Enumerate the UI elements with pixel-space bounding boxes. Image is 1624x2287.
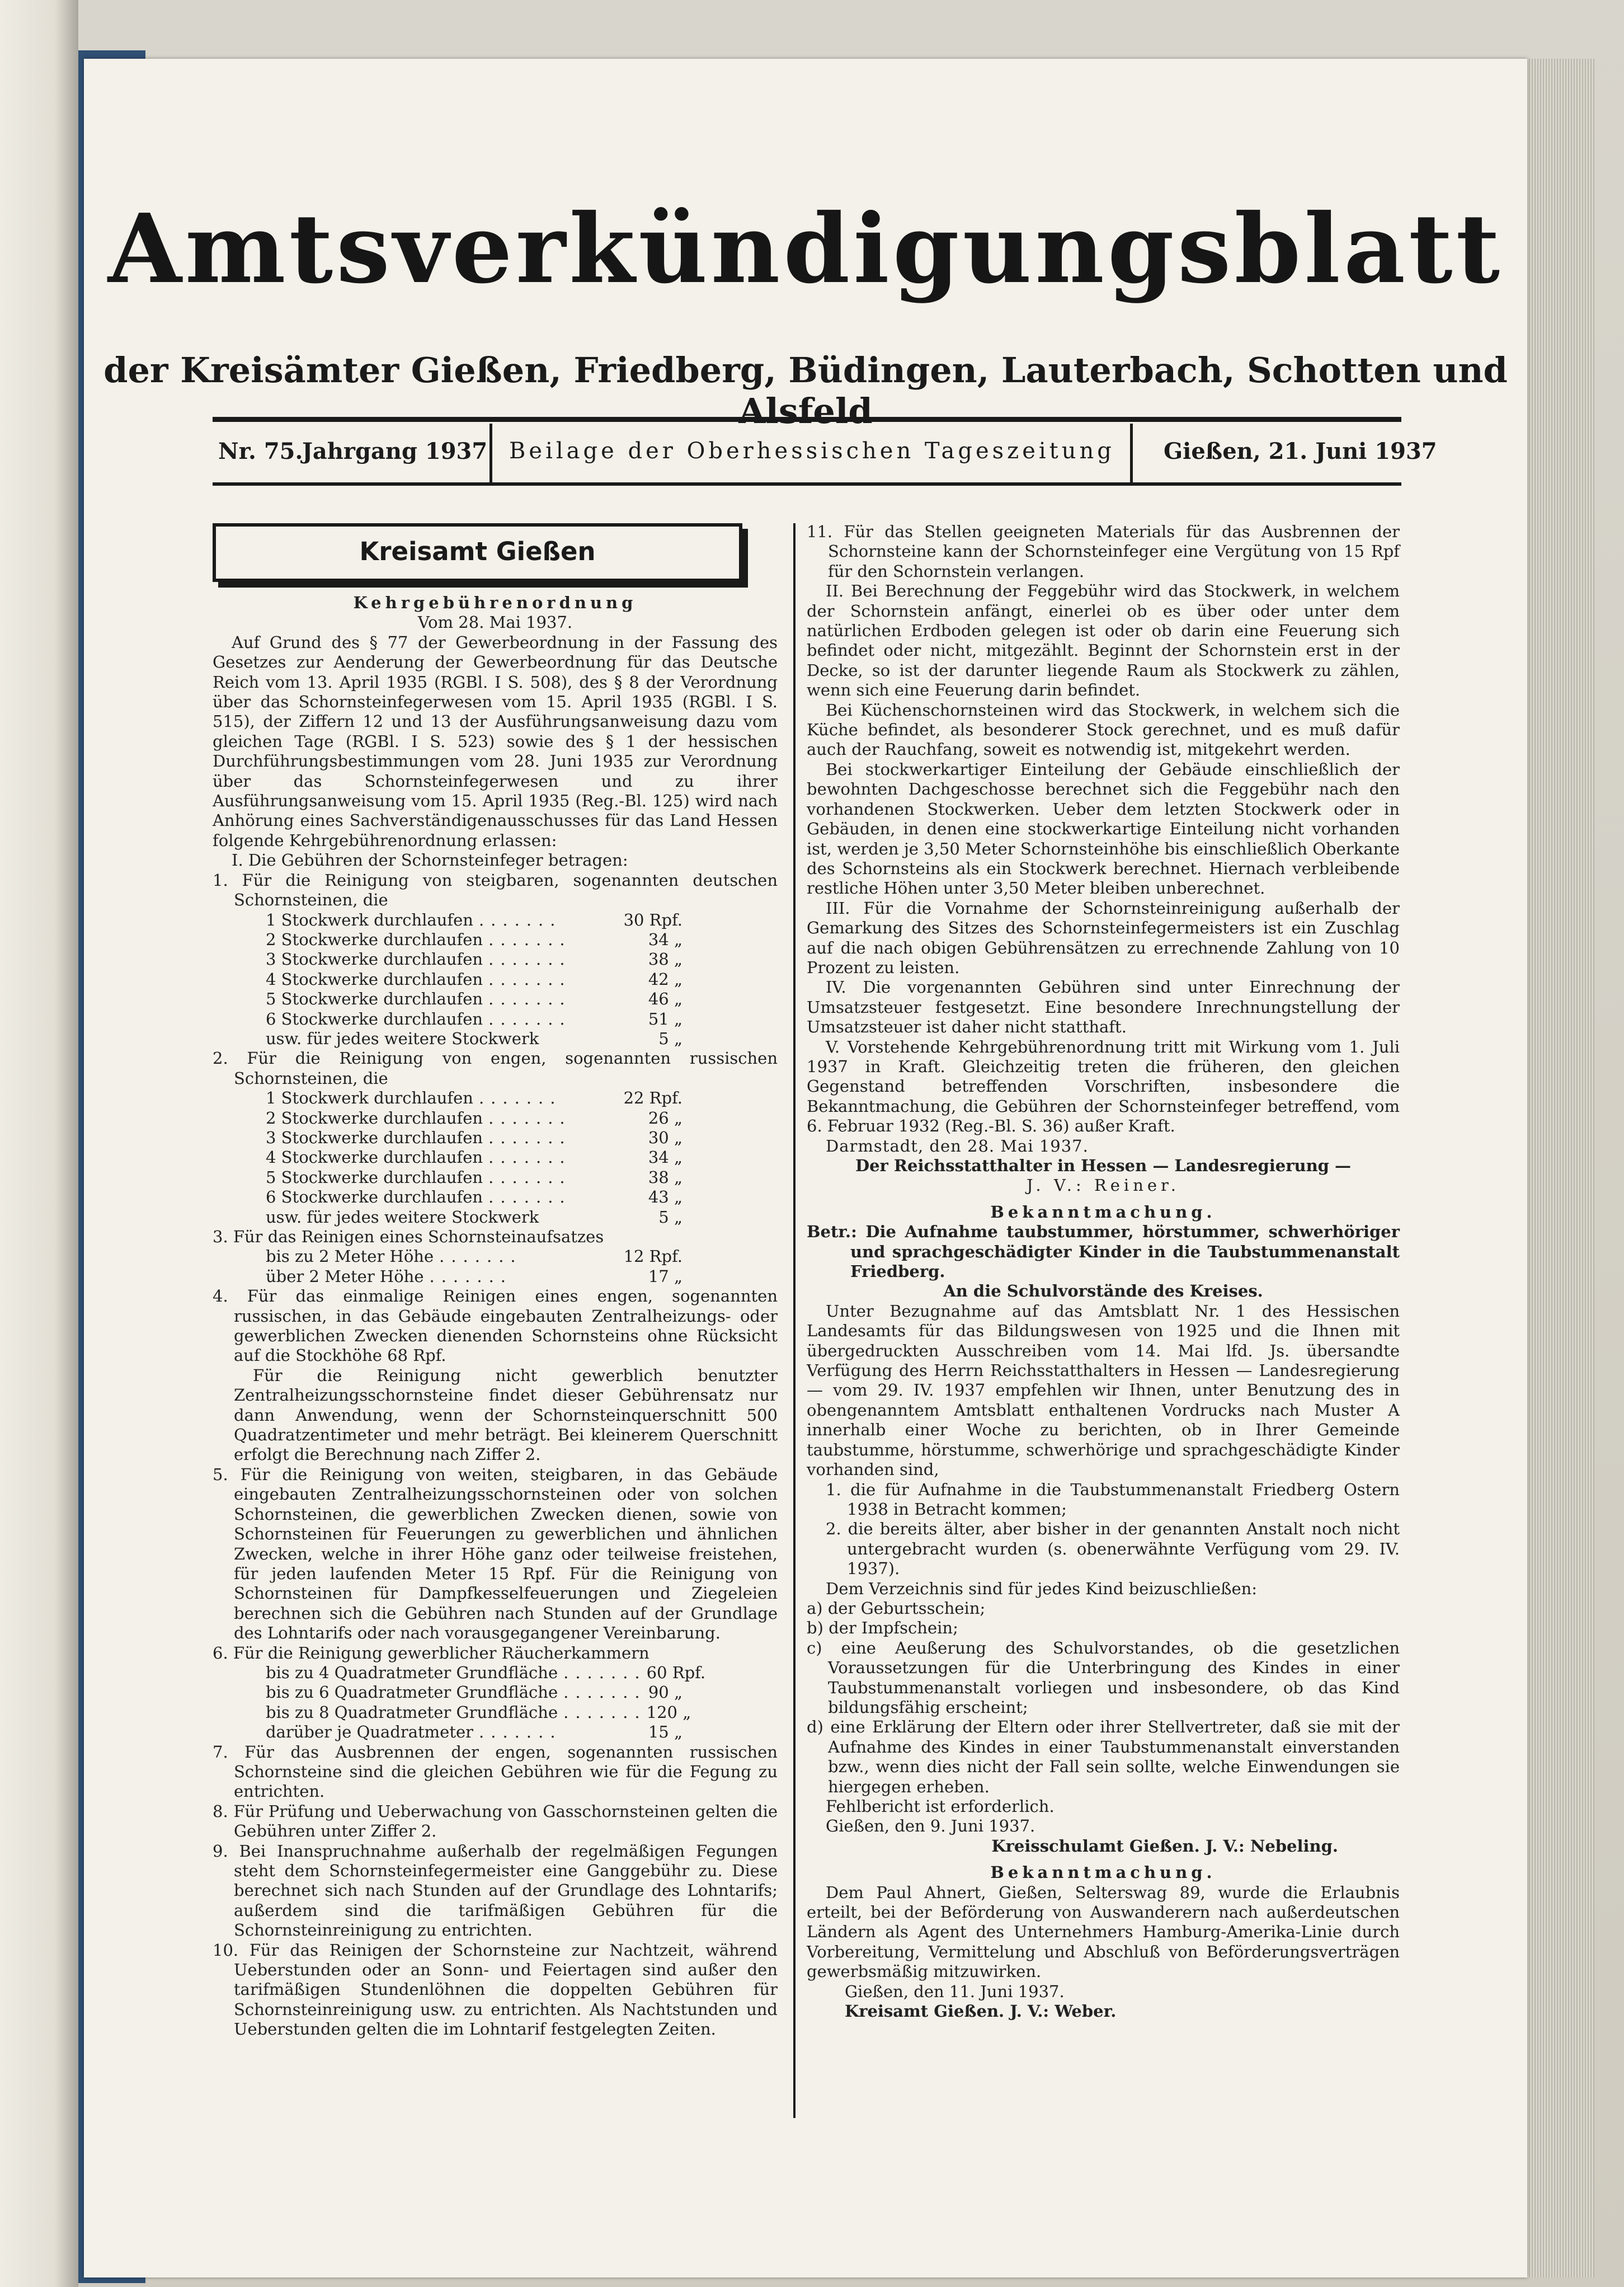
- fee-row: [266, 1722, 682, 1742]
- leader-dots: .......: [488, 1167, 572, 1187]
- fee-label: 1 Stockwerk durchlaufen: [266, 910, 473, 929]
- fee-label: bis zu 6 Quadratmeter Grundfläche: [266, 1683, 558, 1702]
- item-6: 6. Für die Reinigung gewerblicher Räucherkammern: [213, 1643, 649, 1663]
- fee-label: über 2 Meter Höhe: [266, 1266, 424, 1286]
- fee-value: 30 Rpf.: [623, 910, 682, 929]
- notice-1-enclosures: Dem Verzeichnis sind für jedes Kind beizuschließen:: [826, 1579, 1258, 1598]
- leader-dots: .......: [488, 1108, 572, 1128]
- item-5: 5. Für die Reinigung von weiten, steigbaren, in das Gebäude eingebauten Zentralheizungsschornsteinen oder von solchen Schornsteinen, die gewerblichen Zwecken dienen, sowie von Schornsteinen für Feuerungen zu gewerblichen und ähnlichen Zwecken, welche in ihrer Höhe ganz oder teilweise freistehen, für jeden laufenden Meter 15 Rpf. Für die Reinigung von Schornsteinen für Dampfkesselfeuerungen und Ziegeleien berechnen sich die Gebühren nach Stunden auf der Grundlage des Lohntarifs oder nach vorausgegangener Vereinbarung.: [213, 1464, 778, 1643]
- fee-label: 5 Stockwerke durchlaufen: [266, 1167, 483, 1187]
- masthead-rule-top: [213, 417, 1401, 422]
- leader-dots: .......: [439, 1247, 522, 1266]
- fee-row: [266, 1088, 682, 1108]
- left-facing-page: [0, 0, 78, 2287]
- notice-1-enc-b: b) der Impfschein;: [807, 1618, 958, 1638]
- fee-row: [266, 1148, 682, 1167]
- notice-1-addressee: An die Schulvorstände des Kreises.: [943, 1281, 1263, 1301]
- ordinance-intro: Auf Grund des § 77 der Gewerbeordnung in der Fassung des Gesetzes zur Aenderung der Gewerbeordnung für das Deutsche Reich vom 13. April 1935 (RGBl. I S. 508), des § 8 der Verordnung über das Schornsteinfegerwesen vom 15. April 1935 (RGBl. I S. 515), der Ziffern 12 und 13 der Ausführungsanweisung dazu vom gleichen Tage (RGBl. I S. 523) sowie des § 1 der hessischen Durchführungsbestimmungen vom 28. Juni 1935 zur Verordnung über das Schornsteinfegerwesen und zu ihrer Ausführungsanweisung vom 15. April 1935 (Reg.-Bl. 125) wird nach Anhörung eines Sachverständigenausschusses für das Land Hessen folgende Kehrgebührenordnung erlassen:: [213, 632, 778, 850]
- ordinance-sign-place: Darmstadt, den 28. Mai 1937.: [826, 1136, 1089, 1156]
- fee-label: 3 Stockwerke durchlaufen: [266, 950, 483, 969]
- fee-row: [266, 1267, 682, 1286]
- part-two-storeys: Bei stockwerkartiger Einteilung der Gebäude einschließlich der bewohnten Dachgeschosse berechnet sich die Feggebühr nach den vorhandenen Stockwerken. Ueber dem letzten Stockwerk oder in Gebäuden, in denen eine stockwerkartige Einteilung nicht vorhanden ist, werden je 3,50 Meter Schornsteinhöhe bis einschließlich Oberkante des Schornsteins als ein Stockwerk berechnet. Hiernach verbleibende restliche Höhen unter 3,50 Meter bleiben unberechnet.: [807, 759, 1400, 898]
- leader-dots: .......: [478, 910, 562, 929]
- notice-1-enc-a: a) der Geburtsschein;: [807, 1598, 986, 1618]
- item-11: 11. Für das Stellen geeigneten Materials für das Ausbrennen der Schornsteine kann der Schornsteinfeger eine Vergütung von 15 Rpf für den Schornstein verlangen.: [807, 522, 1400, 581]
- page-stack-edge: [1527, 59, 1594, 2277]
- fee-row: [266, 1109, 682, 1128]
- leader-dots: .......: [488, 1148, 572, 1167]
- fee-table-1: [213, 910, 778, 1049]
- notice-1-enc-c: c) eine Aeußerung des Schulvorstandes, ob die gesetzlichen Voraussetzungen für die Unterbringung des Kindes in einer Taubstummenanstalt vorliegen und insbesondere, ob das Kind bildungsfähig erscheint;: [807, 1638, 1400, 1717]
- fee-value: 5 „: [658, 1029, 682, 1048]
- notice-2-title: Bekanntmachung.: [990, 1863, 1216, 1882]
- fee-label: bis zu 8 Quadratmeter Grundfläche: [266, 1702, 558, 1722]
- fee-row: [266, 1029, 682, 1049]
- masthead-subtitle: der Kreisämter Gießen, Friedberg, Büdingen, Lauterbach, Schotten und Alsfeld: [103, 350, 1508, 431]
- masthead-rule-bottom: [213, 482, 1401, 486]
- notice-1-text: Unter Bezugnahme auf das Amtsblatt Nr. 1 des Hessischen Landesamts für das Bildungswesen von 1925 und die Ihnen mit übergedruckten Ausschreiben vom 14. Mai lfd. Js. übersandte Verfügung des Herrn Reichsstatthalters in Hessen — Landesregierung — vom 29. IV. 1937 empfehlen wir Ihnen, unter Benutzung des in obengenanntem Amtsblatt enthaltenen Vordrucks nach Muster A innerhalb einer Woche zu berichten, ob in Ihrer Gemeinde taubstumme, hörstumme, schwerhörige und sprachgeschädigte Kinder vorhanden sind,: [807, 1301, 1400, 1480]
- fee-value: 60 Rpf.: [646, 1663, 706, 1682]
- notice-1-list-1: 1. die für Aufnahme in die Taubstummenanstalt Friedberg Ostern 1938 in Betracht kommen;: [826, 1480, 1400, 1519]
- fee-value: 38 „: [648, 1167, 682, 1187]
- fee-table-2: [213, 1088, 778, 1227]
- fee-row: [266, 989, 682, 1009]
- leader-dots: .......: [429, 1266, 513, 1286]
- leader-dots: .......: [488, 950, 572, 969]
- fee-row: [266, 1168, 682, 1187]
- fee-value: 34 „: [648, 1148, 682, 1167]
- item-1: 1. Für die Reinigung von steigbaren, sogenannten deutschen Schornsteinen, die: [213, 870, 778, 910]
- fee-label: 3 Stockwerke durchlaufen: [266, 1128, 483, 1147]
- newspaper-page: [84, 59, 1527, 2277]
- fee-row: [266, 1683, 682, 1702]
- notice-2-text: Dem Paul Ahnert, Gießen, Selterswag 89, wurde die Erlaubnis erteilt, bei der Beförderung von Auswanderern nach außerdeutschen Ländern als Agent des Unternehmers Hamburg-Amerika-Linie durch Vorbereitung, Vermittelung und Abschluß von Beförderungsverträgen gewerbsmäßig mitzuwirken.: [807, 1882, 1400, 1981]
- ordinance-date: Vom 28. Mai 1937.: [417, 613, 573, 632]
- item-10: 10. Für das Reinigen der Schornsteine zur Nachtzeit, während Ueberstunden oder an Sonn- und Feiertagen sind außer den tarifmäßigen Stundenlöhnen die doppelten Gebühren für Schornsteinreinigung usw. zu entrichten. Als Nachtstunden und Ueberstunden gelten die im Lohntarif festgelegten Zeiten.: [213, 1940, 778, 2039]
- info-separator-2: [1130, 424, 1133, 482]
- leader-dots: .......: [488, 989, 572, 1009]
- leader-dots: .......: [478, 1088, 562, 1108]
- fee-label: 5 Stockwerke durchlaufen: [266, 989, 483, 1009]
- notice-1-title: Bekanntmachung.: [990, 1202, 1216, 1222]
- fee-value: 30 „: [648, 1128, 682, 1147]
- fee-label: usw. für jedes weitere Stockwerk: [266, 1207, 539, 1227]
- fee-label: usw. für jedes weitere Stockwerk: [266, 1029, 539, 1048]
- fee-value: 90 „: [648, 1683, 682, 1702]
- item-3: 3. Für das Reinigen eines Schornsteinaufsatzes: [213, 1227, 604, 1246]
- fee-label: 6 Stockwerke durchlaufen: [266, 1009, 483, 1029]
- fee-label: 4 Stockwerke durchlaufen: [266, 1148, 483, 1167]
- fee-label: 1 Stockwerk durchlaufen: [266, 1088, 473, 1108]
- part-two: II. Bei Berechnung der Feggebühr wird das Stockwerk, in welchem der Schornstein anfängt, einerlei ob es über oder unter dem natürlichen Erdboden gelegen ist oder ob darin eine Feuerung sich befindet oder nicht, mitgezählt. Beginnt der Schornstein erst in der Decke, so ist der darunter liegende Raum als Stockwerk zu zählen, wenn sich eine Feuerung darin befindet.: [807, 581, 1400, 700]
- item-4: 4. Für das einmalige Reinigen eines engen, sogenannten russischen, in das Gebäude eingebauten Zentralheizungs- oder gewerblichen Zwecken dienenden Schornsteins ohne Rücksicht auf die Stockhöhe 68 Rpf.: [213, 1286, 778, 1365]
- fee-table-6: [213, 1663, 778, 1743]
- issue-info-bar: [213, 424, 1437, 482]
- ordinance-sign-name: J. V.: Reiner.: [1027, 1176, 1180, 1195]
- fee-value: 22 Rpf.: [623, 1088, 682, 1108]
- fee-value: 46 „: [648, 989, 682, 1009]
- fee-value: 26 „: [648, 1108, 682, 1128]
- fee-row: [266, 930, 682, 950]
- leader-dots: .......: [488, 1009, 572, 1029]
- fee-value: 5 „: [658, 1207, 682, 1227]
- leader-dots: .......: [488, 1187, 572, 1207]
- fee-row: [266, 1663, 706, 1683]
- masthead-title: Amtsverkündigungsblatt: [107, 193, 1504, 305]
- fee-label: 4 Stockwerke durchlaufen: [266, 969, 483, 989]
- fee-value: 12 Rpf.: [623, 1247, 682, 1266]
- part-one-heading: I. Die Gebühren der Schornsteinfeger betragen:: [232, 851, 628, 870]
- item-7: 7. Für das Ausbrennen der engen, sogenannten russischen Schornsteine sind die gleichen Gebühren wie für die Fegung zu entrichten.: [213, 1742, 778, 1801]
- leader-dots: .......: [563, 1663, 647, 1682]
- item-2: 2. Für die Reinigung von engen, sogenannten russischen Schornsteinen, die: [213, 1049, 778, 1088]
- leader-dots: .......: [479, 1722, 562, 1742]
- issue-number: Nr. 75.: [218, 438, 303, 464]
- item-9: 9. Bei Inanspruchnahme außerhalb der regelmäßigen Fegungen steht dem Schornsteinfegermeister eine Ganggebühr zu. Diese berechnet sich nach Stunden auf der Grundlage des Lohntarifs; außerdem sind die tarifmäßigen Gebühren für die Schornsteinreinigung zu entrichten.: [213, 1841, 778, 1940]
- left-column: [213, 593, 778, 2040]
- right-column: [807, 522, 1400, 2021]
- fee-row: [266, 1128, 682, 1148]
- fee-value: 51 „: [648, 1009, 682, 1029]
- fee-label: 2 Stockwerke durchlaufen: [266, 1108, 483, 1128]
- notice-1-nil-report: Fehlbericht ist erforderlich.: [826, 1797, 1055, 1816]
- fee-label: bis zu 4 Quadratmeter Grundfläche: [266, 1663, 558, 1682]
- fee-value: 42 „: [648, 969, 682, 989]
- leader-dots: .......: [563, 1683, 647, 1702]
- leader-dots: .......: [488, 929, 572, 949]
- fee-value: 38 „: [648, 950, 682, 969]
- leader-dots: .......: [488, 969, 572, 989]
- fee-value: 120 „: [646, 1702, 691, 1722]
- fee-label: darüber je Quadratmeter: [266, 1722, 474, 1742]
- notice-1-subject: Betr.: Die Aufnahme taubstummer, hörstummer, schwerhöriger und sprachgeschädigter Kinder in die Taubstummenanstalt Friedberg.: [807, 1222, 1400, 1281]
- fee-row: [266, 1702, 691, 1722]
- item-8: 8. Für Prüfung und Ueberwachung von Gasschornsteinen gelten die Gebühren unter Ziffer 2.: [213, 1801, 778, 1841]
- item-4-note: Für die Reinigung nicht gewerblich benutzter Zentralheizungsschornsteine findet dieser Gebührensatz nur dann Anwendung, wenn der Schornsteinquerschnitt 500 Quadratzentimeter und mehr beträgt. Bei kleinerem Querschnitt erfolgt die Berechnung nach Ziffer 2.: [234, 1365, 778, 1464]
- fee-value: 17 „: [648, 1266, 682, 1286]
- notice-2-place: Gießen, den 11. Juni 1937.: [845, 1981, 1065, 2001]
- notice-1-place: Gießen, den 9. Juni 1937.: [826, 1816, 1035, 1836]
- notice-1-list-2: 2. die bereits älter, aber bisher in der genannten Anstalt noch nicht untergebracht wurden (s. obenerwähnte Verfügung vom 29. IV. 1937).: [826, 1519, 1400, 1579]
- issue-year: Jahrgang 1937: [302, 438, 488, 464]
- part-two-kitchen: Bei Küchenschornsteinen wird das Stockwerk, in welchem sich die Küche befindet, als besonderer Stock gerechnet, und es muß dafür auch der Rauchfang, soweit es notwendig ist, mitgekehrt werden.: [807, 700, 1400, 759]
- fee-value: 15 „: [648, 1722, 682, 1742]
- ordinance-title: Kehrgebührenordnung: [353, 593, 637, 612]
- notice-1-signature: Kreisschulamt Gießen. J. V.: Nebeling.: [991, 1836, 1338, 1856]
- fee-label: bis zu 2 Meter Höhe: [266, 1247, 434, 1266]
- fee-row: [266, 1009, 682, 1029]
- fee-value: 34 „: [648, 929, 682, 949]
- fee-row: [266, 950, 682, 969]
- fee-row: [266, 970, 682, 989]
- leader-dots: [539, 1208, 658, 1227]
- issue-place-date: Gießen, 21. Juni 1937: [1164, 438, 1437, 464]
- fee-label: 2 Stockwerke durchlaufen: [266, 929, 483, 949]
- fee-label: 6 Stockwerke durchlaufen: [266, 1187, 483, 1207]
- fee-row: [266, 1187, 682, 1207]
- part-three: III. Für die Vornahme der Schornsteinreinigung außerhalb der Gemarkung des Sitzes des Schornsteinfegermeisters ist ein Zuschlag auf die nach obigen Gebührensätzen zu errechnende Zahlung von 10 Prozent zu leisten.: [807, 898, 1400, 977]
- info-separator-1: [489, 424, 492, 482]
- part-five: V. Vorstehende Kehrgebührenordnung tritt mit Wirkung vom 1. Juli 1937 in Kraft. Gleichzeitig treten die früheren, den gleichen Gegenstand betreffenden Vorschriften, insbesondere die Bekanntmachung, die Gebühren der Schornsteinfeger betreffend, vom 6. Februar 1932 (Reg.-Bl. S. 36) außer Kraft.: [807, 1037, 1400, 1136]
- leader-dots: .......: [563, 1702, 647, 1722]
- leader-dots: [539, 1029, 658, 1049]
- issue-supplement: Beilage der Oberhessischen Tageszeitung: [509, 438, 1115, 464]
- leader-dots: .......: [488, 1128, 572, 1147]
- fee-row: [266, 1208, 682, 1227]
- notice-2-signature: Kreisamt Gießen. J. V.: Weber.: [845, 2002, 1117, 2021]
- part-four: IV. Die vorgenannten Gebühren sind unter Einrechnung der Umsatzsteuer festgesetzt. Eine besondere Inrechnungstellung der Umsatzsteuer ist daher nicht statthaft.: [807, 978, 1400, 1037]
- column-divider: [793, 523, 795, 2118]
- notice-1-enc-d: d) eine Erklärung der Eltern oder ihrer Stellvertreter, daß sie mit der Aufnahme des Kindes in einer Taubstummenanstalt einverstanden bzw., wenn dies nicht der Fall sein sollte, welche Einwendungen sie hiergegen erheben.: [807, 1717, 1400, 1796]
- section-header-box: Kreisamt Gießen: [213, 523, 742, 582]
- fee-row: [266, 1247, 682, 1266]
- fee-table-3: [213, 1247, 778, 1286]
- fee-value: 43 „: [648, 1187, 682, 1207]
- fee-row: [266, 910, 682, 930]
- ordinance-sign-org: Der Reichsstatthalter in Hessen — Landesregierung —: [855, 1156, 1352, 1175]
